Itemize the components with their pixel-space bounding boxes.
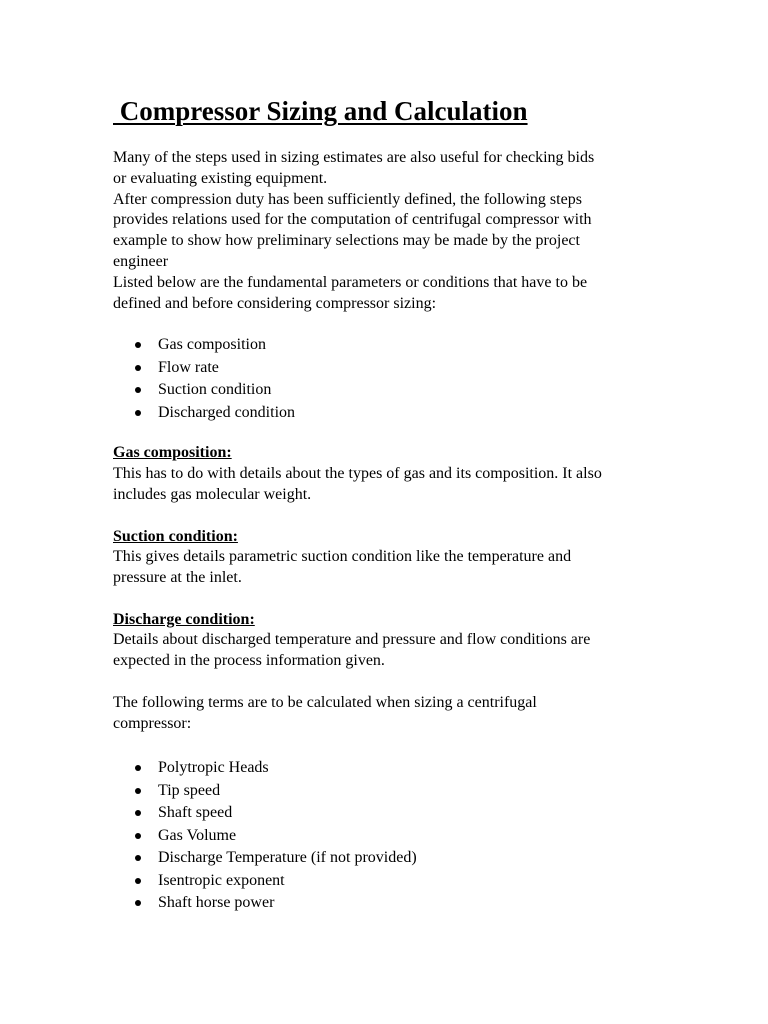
paragraph-line: This gives details parametric suction condition like the temperature and [113, 548, 572, 565]
list-item-label: Shaft horse power [158, 894, 275, 911]
terms-list [113, 757, 417, 915]
suction-condition-text [113, 547, 653, 589]
intro-line: defined and before considering compressor sizing: [113, 294, 437, 312]
bullet-icon [135, 878, 141, 884]
list-item [113, 847, 417, 870]
paragraph-line: This has to do with details about the types of gas and its composition. It also [113, 465, 602, 482]
list-item-label: Tip speed [158, 781, 221, 799]
bullet-icon [135, 900, 141, 906]
discharge-condition-heading: Discharge condition: [113, 611, 255, 628]
list-item [113, 802, 417, 825]
list-item [113, 357, 295, 380]
list-item-label: Discharged condition [158, 403, 296, 421]
parameters-list [113, 334, 295, 424]
paragraph-line: pressure at the inlet. [113, 568, 242, 586]
discharge-condition-text [113, 630, 653, 672]
list-item-label: Gas Volume [158, 826, 237, 844]
bullet-icon [135, 810, 141, 816]
list-item [113, 402, 295, 425]
intro-line: provides relations used for the computation of centrifugal compressor with [113, 211, 592, 229]
list-item [113, 757, 417, 780]
paragraph-line: The following terms are to be calculated when sizing a centrifugal [113, 694, 537, 711]
list-item [113, 780, 417, 803]
gas-composition-heading: Gas composition: [113, 444, 232, 461]
paragraph-line: includes gas molecular weight. [113, 485, 312, 503]
list-item-label: Suction condition [158, 381, 272, 398]
bullet-icon [135, 342, 141, 348]
gas-composition-text [113, 464, 653, 506]
list-item [113, 825, 417, 848]
bullet-icon [135, 387, 141, 393]
list-item [113, 334, 295, 357]
intro-paragraph [113, 148, 653, 314]
intro-line: or evaluating existing equipment. [113, 169, 328, 187]
list-item-label: Shaft speed [158, 804, 233, 821]
intro-line: Listed below are the fundamental parameters or conditions that have to be [113, 273, 588, 291]
bullet-icon [135, 855, 141, 861]
document-title: Compressor Sizing and Calculation [113, 96, 528, 126]
list-item-label: Gas composition [158, 336, 266, 353]
suction-condition-heading: Suction condition: [113, 528, 238, 545]
bullet-icon [135, 365, 141, 371]
bullet-icon [135, 410, 141, 416]
intro-line: After compression duty has been sufficiently defined, the following steps [113, 190, 582, 208]
list-item-label: Polytropic Heads [158, 759, 269, 776]
paragraph-line: expected in the process information given. [113, 651, 385, 669]
intro-line: example to show how preliminary selections may be made by the project [113, 232, 580, 250]
paragraph-line: Details about discharged temperature and pressure and flow conditions are [113, 631, 591, 648]
intro-line: engineer [113, 252, 169, 270]
bullet-icon [135, 833, 141, 839]
intro-line: Many of the steps used in sizing estimates are also useful for checking bids [113, 149, 595, 166]
list-item [113, 379, 295, 402]
bullet-icon [135, 788, 141, 794]
terms-intro-paragraph [113, 693, 653, 735]
bullet-icon [135, 765, 141, 771]
list-item-label: Isentropic exponent [158, 871, 285, 889]
list-item [113, 892, 417, 915]
list-item-label: Discharge Temperature (if not provided) [158, 849, 417, 866]
paragraph-line: compressor: [113, 714, 192, 732]
list-item [113, 870, 417, 893]
list-item-label: Flow rate [158, 358, 219, 376]
